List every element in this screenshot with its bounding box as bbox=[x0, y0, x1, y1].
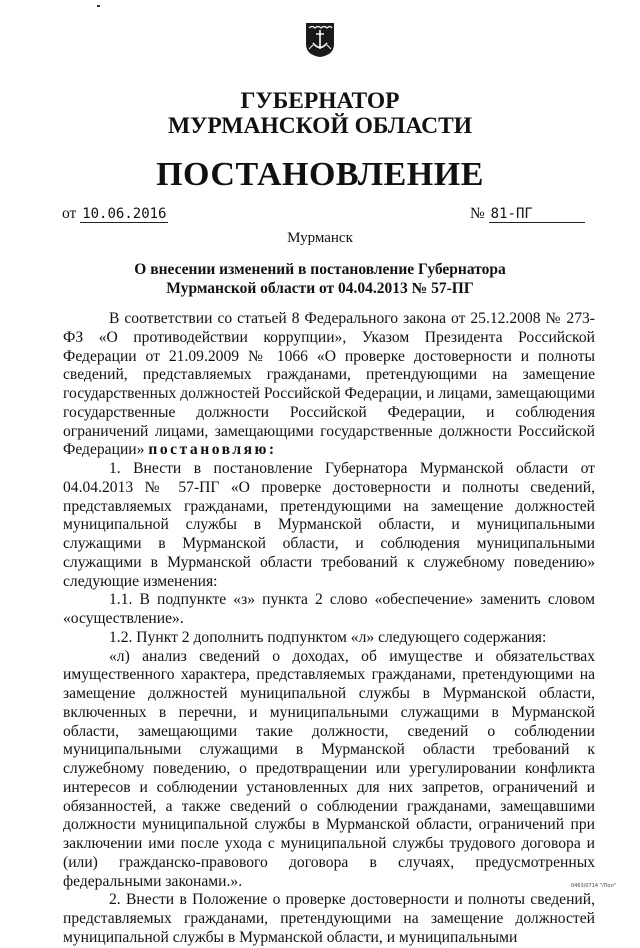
document-type: ПОСТАНОВЛЕНИЕ bbox=[156, 156, 484, 193]
scan-speck bbox=[97, 5, 100, 7]
title-line-2: Мурманской области от 04.04.2013 № 57-ПГ bbox=[166, 280, 474, 297]
paragraph-1: 1. Внести в постановление Губернатора Мурманской области от 04.04.2013 № 57-ПГ «О проверке достоверности и полноты сведений, представляемых гражданами, претендующими на замещение должностей муниципальной службы в Мурманской области, и муниципальными служащими в Мурманской области, и соблюдения муниципальными служащими в Мурманской области требований к служебному поведению» следующие изменения: bbox=[63, 460, 595, 590]
paragraph-intro bbox=[63, 310, 595, 460]
date-value: 10.06.2016 bbox=[82, 206, 167, 222]
paragraph-1-2: 1.2. Пункт 2 дополнить подпунктом «л» следующего содержания: bbox=[109, 628, 547, 646]
date-prefix: от bbox=[62, 205, 77, 222]
title-line-1: О внесении изменений в постановление Губернатора bbox=[134, 261, 506, 278]
number-prefix: № bbox=[470, 205, 485, 222]
document-body bbox=[63, 310, 595, 948]
paragraph-l: «л) анализ сведений о доходах, об имуществе и обязательствах имущественного характера, представляемых гражданами, претендующими на замещение должностей муниципальной службы в Мурманской области, включенных в перечни, и муниципальными служащими в Мурманской области, замещающими такие должности, сведений о соблюдении муниципальными служащими в Мурманской области требований к служебному поведению, о предотвращении или урегулировании конфликта интересов и соблюдении установленных для них запретов, ограничений и обязанностей, а также сведений о соблюдении гражданами, замещавшими должности муниципальной службы в Мурманской области, ограничений при заключении ими после ухода с муниципальной службы трудового договора и (или) гражданско-правового договора в случаях, предусмотренных федеральными законами.». bbox=[63, 647, 595, 890]
intro-text: В соответствии со статьей 8 Федерального закона от 25.12.2008 № 273-ФЗ «О противодействии коррупции», Указом Президента Российской Федерации от 21.09.2009 № 1066 «О проверке достоверности и полноты сведений, представляемых гражданами, претендующими на замещение государственных должностей Российской Федерации, и лицами, замещающими государственные должности Российской Федерации, и соблюдения ограничений лицами, замещающими государственные должности Российской Федерации» bbox=[63, 310, 595, 459]
resolve-word: постановляю: bbox=[148, 441, 277, 459]
paragraph-2: 2. Внести в Положение о проверке достоверности и полноты сведений, представляемых гражданами, претендующими на замещение должностей муниципальной службы в Мурманской области, и муниципальными bbox=[63, 891, 595, 946]
paragraph-1-1: 1.1. В подпункте «з» пункта 2 слово «обеспечение» заменить словом «осуществление». bbox=[63, 591, 595, 627]
number-value: 81-ПГ bbox=[489, 206, 585, 223]
city: Мурманск bbox=[287, 230, 353, 246]
footer-code: 0463/0714 "/Пол" bbox=[570, 883, 616, 889]
issuer-line-2: МУРМАНСКОЙ ОБЛАСТИ bbox=[167, 113, 473, 139]
document-date bbox=[62, 204, 168, 224]
document-number bbox=[470, 204, 585, 224]
coat-of-arms-icon bbox=[305, 22, 335, 58]
document-title bbox=[0, 260, 640, 298]
issuer-line-1: ГУБЕРНАТОР bbox=[240, 88, 400, 114]
